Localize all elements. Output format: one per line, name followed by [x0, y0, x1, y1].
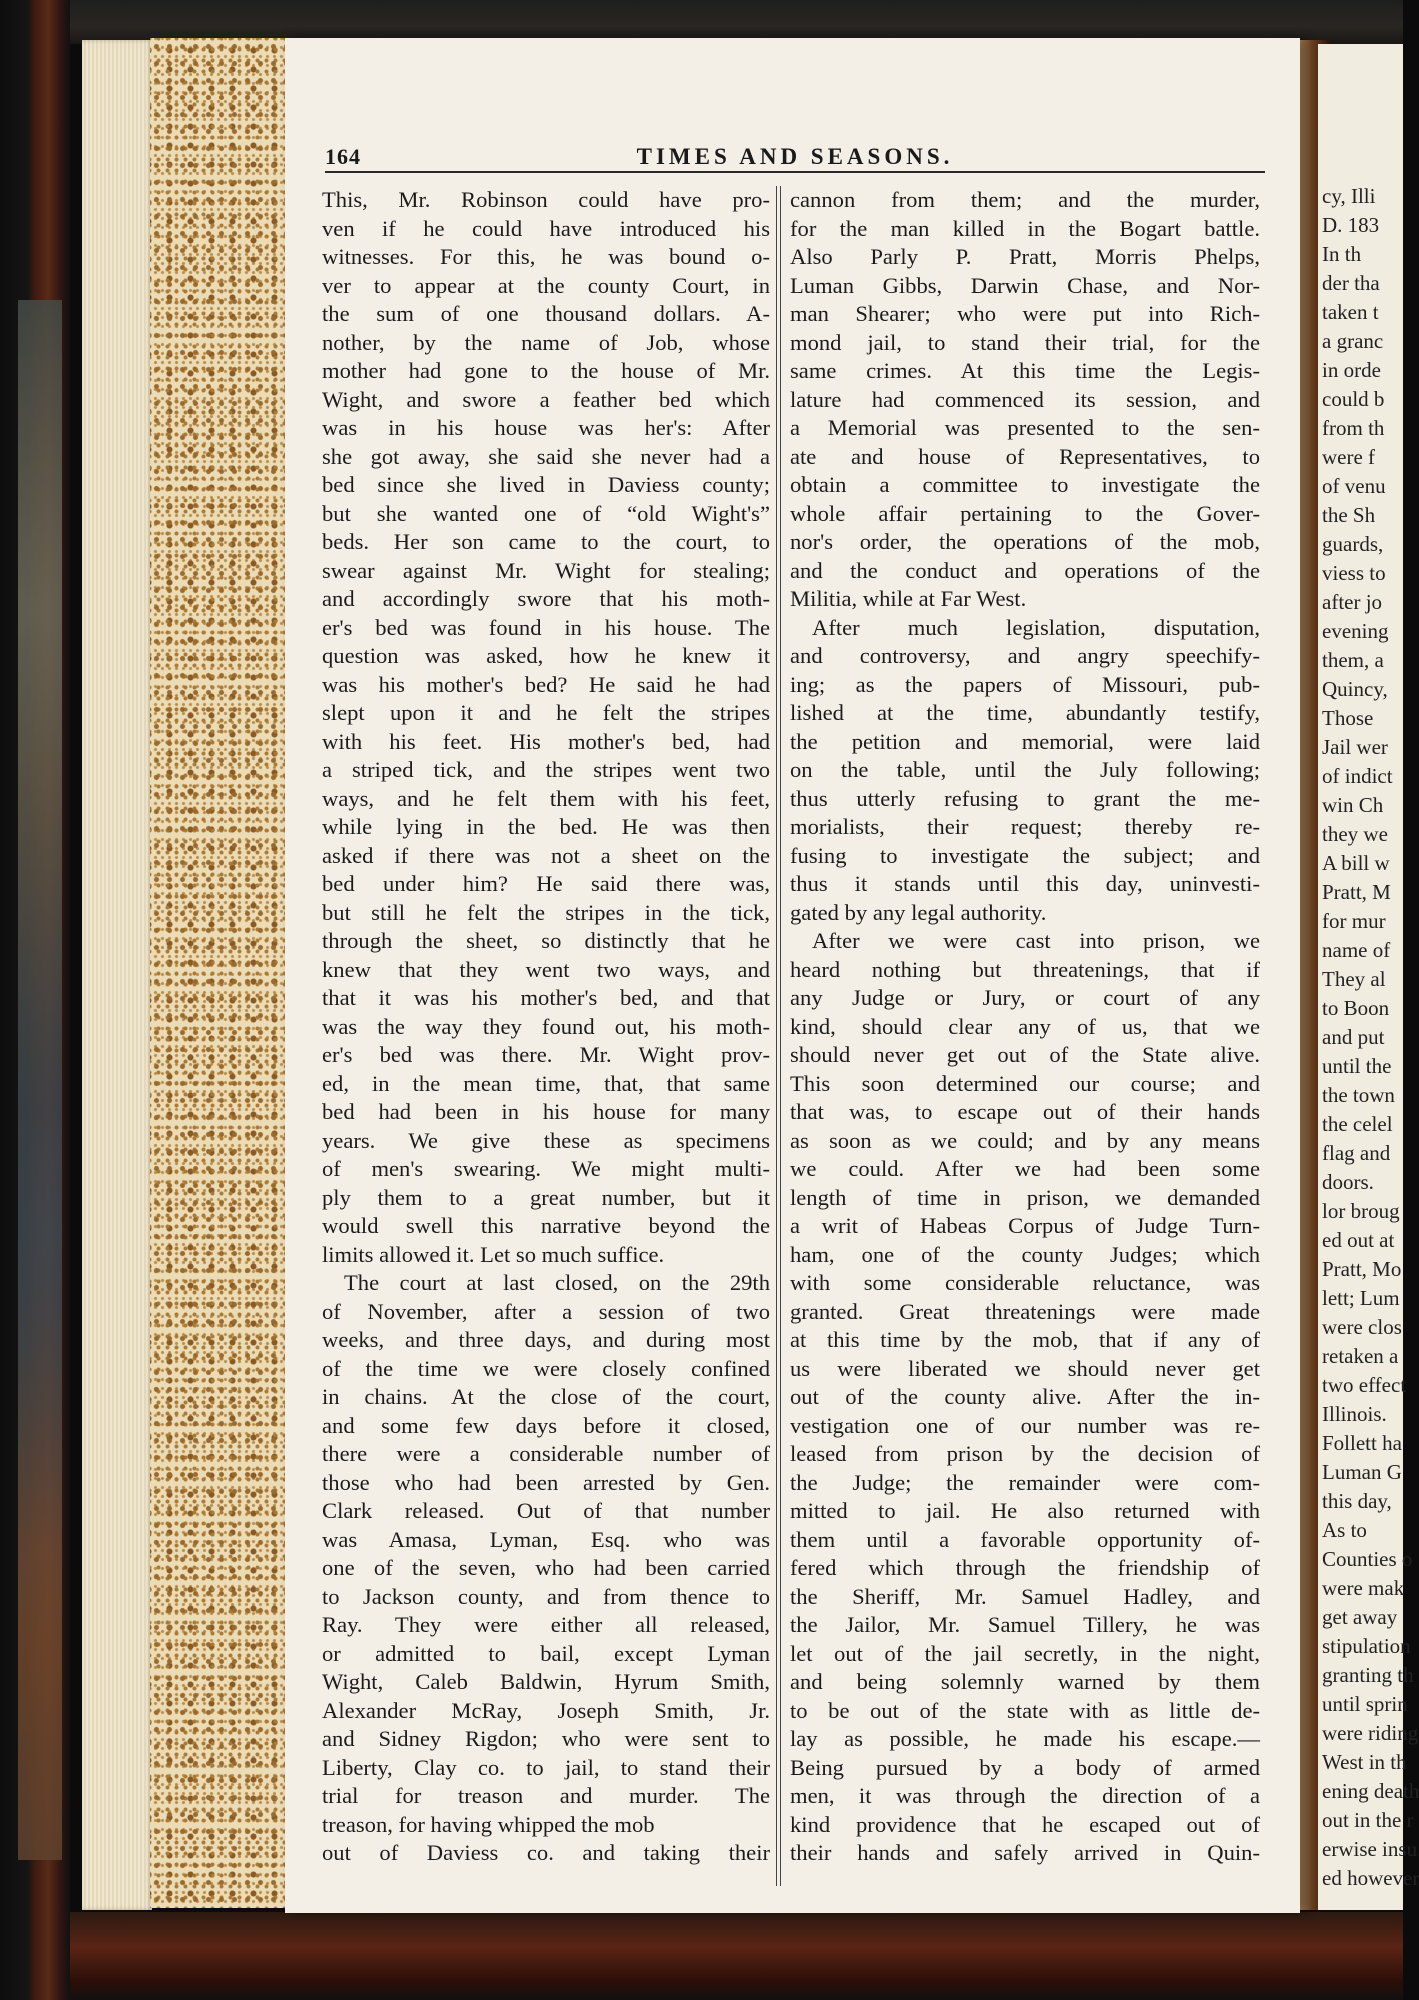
text-line: whole affair pertaining to the Gover-	[790, 500, 1260, 526]
next-page-fragment	[1318, 44, 1419, 1910]
next-page-line: A bill w	[1322, 851, 1390, 875]
next-page-line: for mur	[1322, 909, 1386, 933]
text-line: out of the county alive. After the in-	[790, 1384, 1260, 1409]
text-line: weeks, and three days, and during most	[322, 1327, 770, 1352]
text-line: trial for treason and murder. The	[322, 1783, 770, 1808]
text-line: but she wanted one of “old Wight's”	[322, 500, 770, 526]
column-divider	[776, 186, 781, 1886]
left-column-text	[322, 186, 770, 1886]
text-line: man Shearer; who were put into Rich-	[790, 301, 1260, 326]
next-page-line: West in th	[1322, 1750, 1407, 1774]
text-line: with some considerable reluctance, was	[790, 1270, 1260, 1295]
next-page-line: the Sh	[1322, 503, 1376, 527]
text-line: witnesses. For this, he was bound o-	[322, 244, 770, 269]
text-line: should never get out of the State alive.	[790, 1042, 1260, 1067]
text-line: and Sidney Rigdon; who were sent to	[322, 1726, 770, 1751]
next-page-line: viess to	[1322, 561, 1386, 585]
text-line: er's bed was found in his house. The	[322, 614, 770, 640]
next-page-line: to Boon	[1322, 996, 1390, 1020]
text-line: their hands and safely arrived in Quin-	[790, 1840, 1260, 1865]
next-page-line: could b	[1322, 387, 1385, 411]
next-page-line: and put	[1322, 1025, 1385, 1049]
text-line: ham, one of the county Judges; which	[790, 1241, 1260, 1267]
next-page-line: guards,	[1322, 532, 1384, 556]
text-line: them until a favorable opportunity of-	[790, 1526, 1260, 1552]
text-line: fered which through the friendship of	[790, 1555, 1260, 1580]
text-line: to be out of the state with as little de-	[790, 1697, 1260, 1723]
text-line: and some few days before it closed,	[322, 1412, 770, 1438]
text-line: the Judge; the remainder were com-	[790, 1469, 1260, 1495]
text-line: kind, should clear any of us, that we	[790, 1013, 1260, 1039]
next-page-line: evening	[1322, 619, 1389, 643]
text-line: as soon as we could; and by any means	[790, 1127, 1260, 1153]
next-page-line: a granc	[1322, 329, 1384, 353]
next-page-line: erwise insu	[1322, 1837, 1418, 1861]
next-page-line: were mak	[1322, 1576, 1405, 1600]
next-page-line: in orde	[1322, 358, 1381, 382]
text-line: swear against Mr. Wight for stealing;	[322, 557, 770, 583]
text-line: After much legislation, disputation,	[812, 614, 1260, 640]
text-line: one of the seven, who had been carried	[322, 1555, 770, 1580]
text-line: Liberty, Clay co. to jail, to stand their	[322, 1754, 770, 1780]
next-page-line: stipulation	[1322, 1634, 1411, 1658]
text-line: ver to appear at the county Court, in	[322, 272, 770, 298]
next-page-line: granting th	[1322, 1663, 1414, 1687]
text-line: we could. After we had been some	[790, 1156, 1260, 1181]
text-line: us were liberated we should never get	[790, 1355, 1260, 1381]
text-line: any Judge or Jury, or court of any	[790, 985, 1260, 1010]
next-page-line: two effect	[1322, 1373, 1407, 1397]
marbled-endpaper	[18, 300, 62, 1860]
text-line: same crimes. At this time the Legis-	[790, 358, 1260, 383]
text-line: those who had been arrested by Gen.	[322, 1469, 770, 1495]
text-line: leased from prison by the decision of	[790, 1441, 1260, 1466]
text-line: a striped tick, and the stripes went two	[322, 757, 770, 782]
text-line: heard nothing but threatenings, that if	[790, 956, 1260, 982]
text-line: the Sheriff, Mr. Samuel Hadley, and	[790, 1583, 1260, 1609]
text-line: gated by any legal authority.	[790, 899, 1047, 925]
text-line: bed since she lived in Daviess county;	[322, 472, 770, 497]
next-page-line: ed however	[1322, 1866, 1419, 1890]
text-line: ed, in the mean time, that, that same	[322, 1070, 770, 1096]
text-line: and controversy, and angry speechify-	[790, 643, 1260, 668]
text-line: asked if there was not a sheet on the	[322, 842, 770, 868]
next-page-line: the celel	[1322, 1112, 1393, 1136]
page-edges	[82, 40, 152, 1910]
text-line: The court at last closed, on the 29th	[344, 1270, 770, 1295]
next-page-line: doors.	[1322, 1170, 1374, 1194]
next-page-line: retaken a	[1322, 1344, 1399, 1368]
text-line: would swell this narrative beyond the	[322, 1213, 770, 1238]
text-line: thus it stands until this day, uninvesti-	[790, 871, 1260, 896]
next-page-line: ed out at	[1322, 1228, 1395, 1252]
next-page-line: Follett ha	[1322, 1431, 1402, 1455]
next-page-line: were riding	[1322, 1721, 1419, 1745]
text-line: the sum of one thousand dollars. A-	[322, 301, 770, 326]
next-page-line: Pratt, Mo	[1322, 1257, 1402, 1281]
text-line: or admitted to bail, except Lyman	[322, 1640, 770, 1666]
text-line: morialists, their request; thereby re-	[790, 814, 1260, 839]
text-line: bed had been in his house for many	[322, 1099, 770, 1124]
next-page-line: after jo	[1322, 590, 1383, 614]
next-page-line: In th	[1322, 242, 1362, 266]
text-line: with his feet. His mother's bed, had	[322, 728, 770, 754]
next-page-line: taken t	[1322, 300, 1379, 324]
text-line: a Memorial was presented to the sen-	[790, 415, 1260, 440]
text-line: Clark released. Out of that number	[322, 1498, 770, 1523]
text-line: nor's order, the operations of the mob,	[790, 529, 1260, 554]
text-line: Wight, and swore a feather bed which	[322, 386, 770, 412]
running-title: TIMES AND SEASONS.	[636, 144, 954, 169]
text-line: kind providence that he escaped out of	[790, 1811, 1260, 1837]
right-column-text	[790, 186, 1260, 1886]
text-line: of the time we were closely confined	[322, 1355, 770, 1381]
text-line: the Jailor, Mr. Samuel Tillery, he was	[790, 1612, 1260, 1637]
text-line: This, Mr. Robinson could have pro-	[322, 187, 770, 212]
next-page-line: name of	[1322, 938, 1391, 962]
text-line: at this time by the mob, that if any of	[790, 1327, 1260, 1352]
next-page-line: of venu	[1322, 474, 1386, 498]
next-page-line: Illinois.	[1322, 1402, 1387, 1426]
text-line: Wight, Caleb Baldwin, Hyrum Smith,	[322, 1669, 770, 1694]
next-page-line: were clos	[1322, 1315, 1402, 1339]
text-line: thus utterly refusing to grant the me-	[790, 785, 1260, 811]
next-page-line: were f	[1322, 445, 1376, 469]
next-page-line: flag and	[1322, 1141, 1391, 1165]
text-line: Also Parly P. Pratt, Morris Phelps,	[790, 244, 1260, 269]
next-page-line: lor broug	[1322, 1199, 1400, 1223]
text-line: lature had commenced its session, and	[790, 386, 1260, 412]
next-page-line: until the	[1322, 1054, 1392, 1078]
text-line: obtain a committee to investigate the	[790, 472, 1260, 497]
text-line: cannon from them; and the murder,	[790, 187, 1260, 212]
next-page-line: the town	[1322, 1083, 1395, 1107]
text-line: and being solemnly warned by them	[790, 1669, 1260, 1694]
text-line: was his mother's bed? He said he had	[322, 671, 770, 697]
text-line: Ray. They were either all released,	[322, 1612, 770, 1637]
text-line: to Jackson county, and from thence to	[322, 1583, 770, 1609]
next-page-line: of indict	[1322, 764, 1393, 788]
text-line: Militia, while at Far West.	[790, 586, 1027, 611]
next-page-line: Pratt, M	[1322, 880, 1391, 904]
next-page-line: out in the r	[1322, 1808, 1414, 1832]
text-line: mitted to jail. He also returned with	[790, 1498, 1260, 1523]
text-line: while lying in the bed. He was then	[322, 814, 770, 839]
next-page-line: cy, Illi	[1322, 184, 1376, 208]
next-page-line: from th	[1322, 416, 1385, 440]
next-page-line: Those	[1322, 706, 1374, 730]
text-line: question was asked, how he knew it	[322, 643, 770, 668]
text-line: ate and house of Representatives, to	[790, 443, 1260, 469]
next-page-line: As to	[1322, 1518, 1367, 1542]
text-line: a writ of Habeas Corpus of Judge Turn-	[790, 1213, 1260, 1238]
text-line: was Amasa, Lyman, Esq. who was	[322, 1526, 770, 1552]
text-line: for the man killed in the Bogart battle.	[790, 215, 1260, 241]
text-line: granted. Great threatenings were made	[790, 1298, 1260, 1324]
text-line: years. We give these as specimens	[322, 1127, 770, 1153]
text-line: Alexander McRay, Joseph Smith, Jr.	[322, 1697, 770, 1723]
next-page-line: Jail wer	[1322, 735, 1388, 759]
next-page-line: D. 183	[1322, 213, 1380, 237]
text-line: of men's swearing. We might multi-	[322, 1156, 770, 1181]
text-line: limits allowed it. Let so much suffice.	[322, 1241, 665, 1267]
text-line: mother had gone to the house of Mr.	[322, 358, 770, 383]
text-line: bed under him? He said there was,	[322, 871, 770, 896]
next-page-line: Quincy,	[1322, 677, 1388, 701]
text-line: and accordingly swore that his moth-	[322, 586, 770, 611]
foxed-page-margin	[150, 38, 285, 1908]
next-page-line: this day,	[1322, 1489, 1392, 1513]
text-line: in chains. At the close of the court,	[322, 1384, 770, 1409]
next-page-line: ening death	[1322, 1779, 1419, 1803]
next-page-line: until sprin	[1322, 1692, 1408, 1716]
next-page-line: they we	[1322, 822, 1388, 846]
text-line: slept upon it and he felt the stripes	[322, 700, 770, 725]
text-line: through the sheet, so distinctly that he	[322, 928, 770, 953]
next-page-line: them, a	[1322, 648, 1384, 672]
next-page-line: lett; Lum	[1322, 1286, 1400, 1310]
text-line: After we were cast into prison, we	[812, 928, 1260, 953]
next-page-line: Counties o	[1322, 1547, 1413, 1571]
text-line: lay as possible, he made his escape.—	[790, 1726, 1260, 1751]
text-line: er's bed was there. Mr. Wight prov-	[322, 1042, 770, 1067]
text-line: men, it was through the direction of a	[790, 1783, 1260, 1808]
text-line: that was, to escape out of their hands	[790, 1099, 1260, 1124]
text-line: nother, by the name of Job, whose	[322, 329, 770, 355]
text-line: that it was his mother's bed, and that	[322, 985, 770, 1010]
text-line: Being pursued by a body of armed	[790, 1754, 1260, 1780]
text-line: knew that they went two ways, and	[322, 956, 770, 982]
next-page-line: der tha	[1322, 271, 1380, 295]
text-line: but still he felt the stripes in the tick,	[322, 899, 770, 925]
text-line: length of time in prison, we demanded	[790, 1184, 1260, 1210]
text-line: there were a considerable number of	[322, 1441, 770, 1466]
text-line: treason, for having whipped the mob	[322, 1811, 655, 1837]
text-line: fusing to investigate the subject; and	[790, 842, 1260, 868]
header-rule	[325, 171, 1265, 173]
text-line: the petition and memorial, were laid	[790, 728, 1260, 754]
page-number: 164	[325, 144, 361, 169]
text-line: let out of the jail secretly, in the night,	[790, 1640, 1260, 1666]
text-line: This soon determined our course; and	[790, 1070, 1260, 1096]
next-page-line: win Ch	[1322, 793, 1384, 817]
text-line: vestigation one of our number was re-	[790, 1412, 1260, 1438]
text-line: beds. Her son came to the court, to	[322, 529, 770, 554]
text-line: she got away, she said she never had a	[322, 443, 770, 469]
text-line: lished at the time, abundantly testify,	[790, 700, 1260, 725]
text-line: ing; as the papers of Missouri, pub-	[790, 671, 1260, 697]
next-page-line: They al	[1322, 967, 1386, 991]
text-line: mond jail, to stand their trial, for the	[790, 329, 1260, 355]
text-line: ply them to a great number, but it	[322, 1184, 770, 1210]
next-page-line: Luman G	[1322, 1460, 1402, 1484]
text-line: of November, after a session of two	[322, 1298, 770, 1324]
text-line: ways, and he felt them with his feet,	[322, 785, 770, 811]
text-line: was in his house was her's: After	[322, 415, 770, 440]
text-line: ven if he could have introduced his	[322, 215, 770, 241]
text-line: was the way they found out, his moth-	[322, 1013, 770, 1039]
text-line: out of Daviess co. and taking their	[322, 1840, 770, 1865]
text-line: Luman Gibbs, Darwin Chase, and Nor-	[790, 272, 1260, 298]
next-page-line: get away	[1322, 1605, 1398, 1629]
text-line: on the table, until the July following;	[790, 757, 1260, 782]
book-binding-bottom	[70, 1912, 1403, 2000]
text-line: and the conduct and operations of the	[790, 557, 1260, 583]
